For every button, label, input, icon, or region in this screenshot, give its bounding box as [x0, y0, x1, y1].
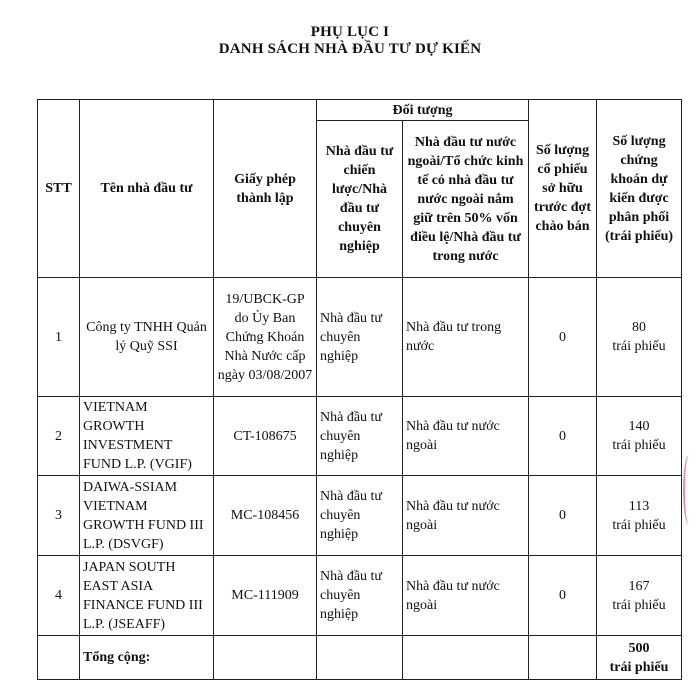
row-stt: 2	[38, 397, 80, 476]
row-strategic: Nhà đầu tư chuyên nghiệp	[317, 476, 403, 556]
total-blank	[38, 636, 80, 680]
total-unit: trái phiếu	[609, 659, 669, 675]
row-stt: 4	[38, 556, 80, 636]
row-expected-qty: 113	[628, 498, 650, 514]
header-target-group: Đối tượng	[317, 100, 529, 121]
row-expected	[597, 278, 682, 397]
header-stt: STT	[38, 100, 80, 278]
investor-table	[37, 99, 682, 680]
row-name: DAIWA-SSIAM VIETNAM GROWTH FUND III L.P. (DSVGF)	[80, 476, 214, 556]
row-name: JAPAN SOUTH EAST ASIA FINANCE FUND III L.P. (JSEAFF)	[80, 556, 214, 636]
row-shares-before: 0	[529, 476, 597, 556]
row-strategic: Nhà đầu tư chuyên nghiệp	[317, 397, 403, 476]
row-expected-qty: 140	[628, 419, 650, 434]
row-license: MC-108456	[214, 476, 317, 556]
row-strategic: Nhà đầu tư chuyên nghiệp	[317, 556, 403, 636]
appendix-title: PHỤ LỤC I	[310, 24, 390, 40]
header-strategic: Nhà đầu tư chiến lược/Nhà đầu tư chuyên nghiệp	[317, 121, 403, 278]
row-shares-before: 0	[529, 278, 597, 397]
row-expected	[597, 476, 682, 556]
header-license: Giấy phép thành lập	[214, 100, 317, 278]
header-foreign: Nhà đầu tư nước ngoài/Tổ chức kinh tế có nhà đầu tư nước ngoài nắm giữ trên 50% vốn điều lệ/Nhà đầu tư trong nước	[403, 121, 529, 278]
row-expected-unit: trái phiếu	[612, 339, 666, 354]
header-shares-before: Số lượng cổ phiếu sở hữu trước đợt chào bán	[529, 100, 597, 278]
row-foreign: Nhà đầu tư nước ngoài	[403, 556, 529, 636]
document-title: DANH SÁCH NHÀ ĐẦU TƯ DỰ KIẾN	[218, 41, 482, 57]
header-row-top	[38, 100, 682, 121]
row-expected-unit: trái phiếu	[612, 517, 666, 533]
row-foreign: Nhà đầu tư nước ngoài	[403, 476, 529, 556]
row-shares-before: 0	[529, 556, 597, 636]
row-strategic: Nhà đầu tư chuyên nghiệp	[317, 278, 403, 397]
row-expected	[597, 397, 682, 476]
row-stt: 1	[38, 278, 80, 397]
header-expected: Số lượng chứng khoán dự kiến được phân phối (trái phiếu)	[597, 100, 682, 278]
total-blank	[317, 636, 403, 680]
row-name: VIETNAM GROWTH INVESTMENT FUND L.P. (VGIF)	[80, 397, 214, 476]
header-name: Tên nhà đầu tư	[80, 100, 214, 278]
table-row	[38, 476, 682, 556]
row-license: CT-108675	[214, 397, 317, 476]
row-shares-before: 0	[529, 397, 597, 476]
row-expected-unit: trái phiếu	[612, 597, 666, 613]
stamp-edge-mark	[683, 455, 695, 525]
total-label: Tổng cộng:	[80, 636, 214, 680]
row-name: Công ty TNHH Quản lý Quỹ SSI	[80, 278, 214, 397]
total-blank	[403, 636, 529, 680]
row-expected-unit: trái phiếu	[612, 438, 666, 453]
total-row	[38, 636, 682, 680]
table-row	[38, 556, 682, 636]
table-row	[38, 278, 682, 397]
row-expected	[597, 556, 682, 636]
row-license: MC-111909	[214, 556, 317, 636]
total-expected	[597, 636, 682, 680]
row-expected-qty: 167	[628, 578, 650, 594]
row-foreign: Nhà đầu tư nước ngoài	[403, 397, 529, 476]
table-row	[38, 397, 682, 476]
row-foreign: Nhà đầu tư trong nước	[403, 278, 529, 397]
total-blank	[529, 636, 597, 680]
total-qty: 500	[628, 640, 650, 656]
total-blank	[214, 636, 317, 680]
row-expected-qty: 80	[632, 320, 647, 335]
row-stt: 3	[38, 476, 80, 556]
row-license: 19/UBCK-GP do Ủy Ban Chứng Khoán Nhà Nước cấp ngày 03/08/2007	[214, 278, 317, 397]
